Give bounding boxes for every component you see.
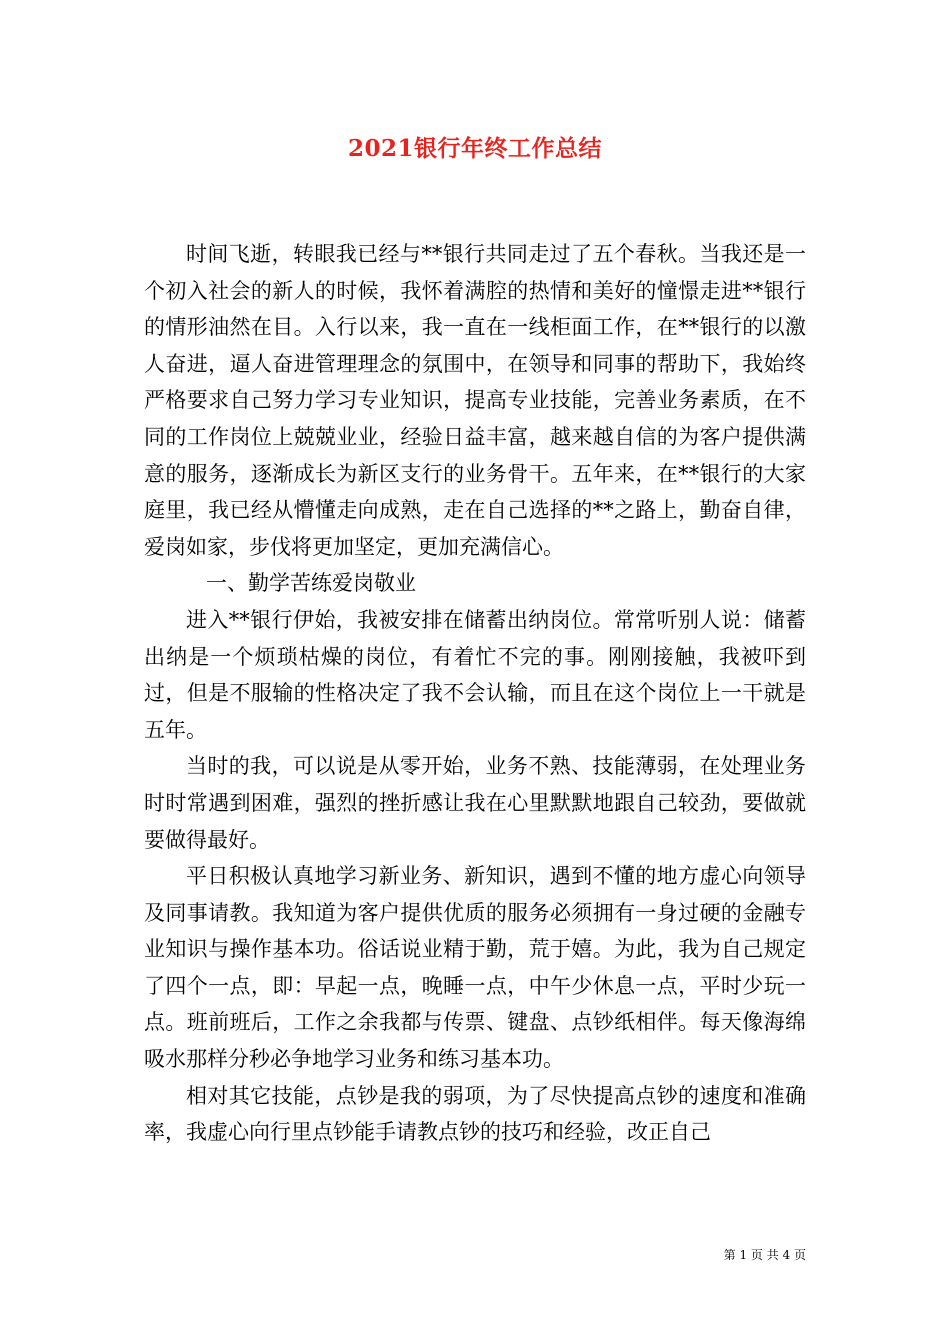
- document-body: [144, 236, 806, 1151]
- paragraph-5: 相对其它技能，点钞是我的弱项，为了尽快提高点钞的速度和准确率，我虚心向行里点钞能手请教点钞的技巧和经验，改正自己: [144, 1083, 806, 1145]
- page-number: 第 1 页 共 4 页: [723, 1248, 806, 1262]
- document-title: 2021银行年终工作总结: [347, 135, 602, 162]
- paragraph-3: 当时的我，可以说是从零开始，业务不熟、技能薄弱，在处理业务时时常遇到困难，强烈的挫折感让我在心里默默地跟自己较劲，要做就要做得最好。: [144, 754, 806, 852]
- paragraph-4: 平日积极认真地学习新业务、新知识，遇到不懂的地方虚心向领导及同事请教。我知道为客户提供优质的服务必须拥有一身过硬的金融专业知识与操作基本功。俗话说业精于勤，荒于嬉。为此，我为自己规定了四个一点，即：早起一点，晚睡一点，中午少休息一点，平时少玩一点。班前班后，工作之余我都与传票、键盘、点钞纸相伴。每天像海绵吸水那样分秒必争地学习业务和练习基本功。: [144, 864, 806, 1072]
- paragraph-intro: 时间飞逝，转眼我已经与**银行共同走过了五个春秋。当我还是一个初入社会的新人的时候，我怀着满腔的热情和美好的憧憬走进**银行的情形油然在目。入行以来，我一直在一线柜面工作，在**银行的以激人奋进，逼人奋进管理理念的氛围中，在领导和同事的帮助下，我始终严格要求自己努力学习专业知识，提高专业技能，完善业务素质，在不同的工作岗位上兢兢业业，经验日益丰富，越来越自信的为客户提供满意的服务，逐渐成长为新区支行的业务骨干。五年来，在**银行的大家庭里，我已经从懵懂走向成熟，走在自己选择的**之路上，勤奋自律，爱岗如家，步伐将更加坚定，更加充满信心。: [144, 242, 806, 559]
- paragraph-2: 进入**银行伊始，我被安排在储蓄出纳岗位。常常听别人说：储蓄出纳是一个烦琐枯燥的岗位，有着忙不完的事。刚刚接触，我被吓到过，但是不服输的性格决定了我不会认输，而且在这个岗位上一干就是五年。: [144, 607, 806, 742]
- section-heading: 一、勤学苦练爱岗敬业: [206, 571, 416, 596]
